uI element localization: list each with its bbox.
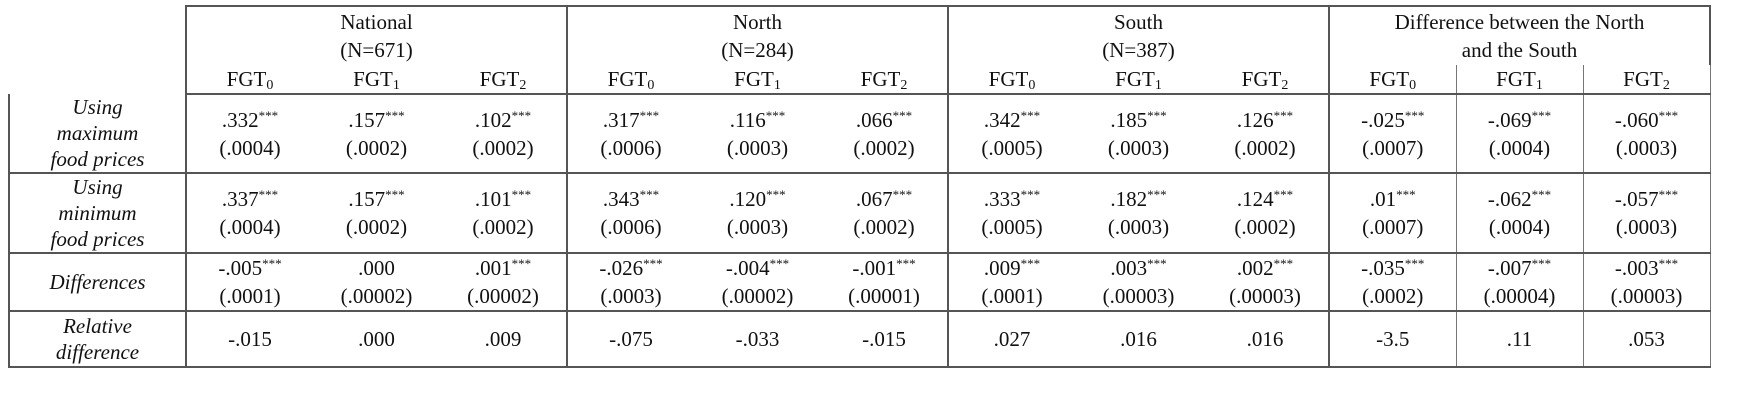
estimate-line — [825, 254, 943, 282]
row-label-line: food prices — [50, 147, 145, 171]
fgt-subscript: 1 — [1154, 78, 1162, 93]
significance-stars: *** — [1396, 187, 1416, 202]
estimate-line — [572, 254, 690, 282]
corner-cell — [9, 65, 186, 94]
standard-error: (.00003) — [1610, 284, 1683, 308]
standard-error: (.00002) — [467, 284, 539, 308]
standard-error: (.0004) — [219, 215, 281, 239]
row-label — [9, 173, 186, 253]
data-cell — [313, 253, 440, 311]
estimate-line — [191, 185, 309, 213]
data-cell — [1583, 173, 1710, 253]
estimate-value: .067 — [855, 187, 893, 211]
row-label-line: food prices — [50, 227, 145, 251]
estimate-value: .001 — [474, 256, 512, 280]
fgt-label: FGT — [1623, 67, 1663, 91]
data-cell — [1583, 94, 1710, 173]
estimate-value: .317 — [602, 107, 640, 132]
data-cell — [821, 94, 948, 173]
data-cell — [1075, 94, 1202, 173]
row-label-line: minimum — [58, 201, 137, 225]
data-cell — [1456, 173, 1583, 253]
significance-stars: *** — [1658, 187, 1679, 202]
data-cell — [1075, 311, 1202, 367]
group-name: National — [340, 10, 413, 34]
standard-error: (.0002) — [345, 135, 408, 160]
estimate-line — [317, 185, 436, 213]
estimate-line — [1588, 106, 1706, 134]
estimate-value: .027 — [993, 327, 1031, 351]
estimate-line — [953, 325, 1071, 353]
estimate-value: -.015 — [228, 327, 272, 351]
group-name: South — [1113, 10, 1163, 34]
fgt-header-2 — [1583, 65, 1710, 94]
standard-error: (.0001) — [981, 284, 1043, 308]
fgt-label: FGT — [860, 67, 901, 91]
significance-stars: *** — [1020, 187, 1041, 202]
standard-error: (.00002) — [340, 284, 413, 308]
estimate-line — [1334, 185, 1452, 213]
significance-stars: *** — [1147, 187, 1167, 202]
significance-stars: *** — [385, 187, 405, 202]
estimate-value: .000 — [358, 256, 395, 280]
standard-error: (.0003) — [1107, 135, 1170, 160]
estimate-line — [317, 254, 436, 282]
significance-stars: *** — [639, 107, 660, 123]
data-cell — [694, 253, 821, 311]
data-cell — [186, 253, 313, 311]
data-cell — [1456, 311, 1583, 367]
estimate-line — [1461, 325, 1579, 353]
data-cell — [313, 94, 440, 173]
estimate-value: .332 — [221, 107, 259, 132]
estimate-line — [1206, 325, 1324, 353]
data-cell — [1329, 173, 1456, 253]
fgt-subscript: 2 — [519, 78, 527, 93]
data-cell — [694, 173, 821, 253]
data-cell — [1329, 94, 1456, 173]
standard-error: (.0002) — [472, 215, 534, 239]
significance-stars: *** — [765, 107, 786, 123]
data-cell — [440, 173, 567, 253]
data-cell — [694, 311, 821, 367]
fgt-label: FGT — [353, 67, 393, 91]
table-row — [9, 94, 1710, 173]
fgt-label: FGT — [1496, 67, 1536, 91]
fgt-label: FGT — [607, 67, 648, 91]
corner-cell — [9, 6, 186, 65]
significance-stars: *** — [639, 187, 660, 202]
fgt-header-0 — [186, 65, 313, 94]
fgt-label: FGT — [1241, 67, 1282, 91]
fgt-subscript: 1 — [1535, 78, 1543, 93]
data-cell — [948, 311, 1075, 367]
estimate-line — [825, 185, 943, 213]
estimate-line — [1588, 254, 1706, 282]
estimate-value: .157 — [348, 187, 386, 211]
data-cell — [1456, 94, 1583, 173]
fgt-subscript: 0 — [1409, 78, 1417, 93]
data-cell — [1583, 253, 1710, 311]
data-cell — [440, 94, 567, 173]
estimate-line — [1079, 185, 1198, 213]
estimate-value: .337 — [221, 187, 259, 211]
group-name: North — [733, 10, 782, 34]
estimate-value: .126 — [1236, 107, 1274, 132]
estimate-line — [1206, 185, 1324, 213]
standard-error: (.00004) — [1483, 284, 1556, 308]
estimate-line — [1079, 106, 1198, 134]
fgt-header-2 — [1202, 65, 1329, 94]
significance-stars: *** — [1531, 107, 1552, 123]
group-header-south — [948, 6, 1329, 65]
estimate-value: .016 — [1246, 327, 1284, 351]
significance-stars: *** — [1020, 256, 1041, 271]
estimate-line — [1334, 106, 1452, 134]
estimate-line — [572, 106, 690, 134]
group-n: (N=671) — [340, 38, 413, 62]
significance-stars: *** — [258, 187, 279, 202]
data-cell — [313, 173, 440, 253]
estimate-line — [191, 106, 309, 134]
estimate-value: -.062 — [1487, 187, 1532, 211]
estimate-value: .102 — [474, 107, 512, 132]
data-cell — [948, 94, 1075, 173]
data-cell — [694, 94, 821, 173]
significance-stars: *** — [1147, 107, 1167, 123]
significance-stars: *** — [511, 187, 532, 202]
significance-stars: *** — [1404, 107, 1425, 123]
data-cell — [1202, 253, 1329, 311]
estimate-line — [698, 185, 817, 213]
data-cell — [186, 173, 313, 253]
standard-error: (.0002) — [1362, 284, 1424, 308]
data-cell — [1202, 173, 1329, 253]
standard-error: (.00002) — [721, 284, 794, 308]
group-header-national — [186, 6, 567, 65]
data-cell — [821, 311, 948, 367]
estimate-value: .182 — [1110, 187, 1148, 211]
row-label-line: difference — [55, 340, 140, 364]
data-cell — [821, 173, 948, 253]
significance-stars: *** — [1658, 256, 1679, 271]
fgt-header-1 — [1456, 65, 1583, 94]
estimate-line — [953, 254, 1071, 282]
significance-stars: *** — [896, 256, 916, 271]
data-cell — [821, 253, 948, 311]
significance-stars: *** — [385, 107, 405, 123]
standard-error: (.0003) — [726, 215, 789, 239]
estimate-value: .116 — [729, 107, 766, 132]
significance-stars: *** — [1273, 256, 1294, 271]
standard-error: (.0002) — [472, 135, 534, 160]
estimate-line — [698, 325, 817, 353]
data-cell — [186, 311, 313, 367]
fgt-header-0 — [1329, 65, 1456, 94]
table-row — [9, 311, 1710, 367]
standard-error: (.0007) — [1362, 215, 1424, 239]
estimate-value: -.005 — [218, 256, 263, 280]
standard-error: (.0005) — [981, 215, 1043, 239]
significance-stars: *** — [1273, 187, 1294, 202]
fgt-subscript: 0 — [1028, 78, 1036, 93]
estimate-line — [444, 106, 562, 134]
row-label — [9, 311, 186, 367]
fgt-label: FGT — [479, 67, 520, 91]
significance-stars: *** — [1531, 256, 1552, 271]
fgt-label: FGT — [226, 67, 267, 91]
standard-error: (.00001) — [848, 284, 920, 308]
estimate-value: .002 — [1236, 256, 1274, 280]
data-cell — [1075, 253, 1202, 311]
estimate-line — [191, 325, 309, 353]
standard-error: (.0003) — [1615, 215, 1678, 239]
significance-stars: *** — [1020, 107, 1041, 123]
estimate-value: -.069 — [1487, 107, 1532, 132]
significance-stars: *** — [258, 107, 279, 123]
estimate-line — [1461, 254, 1579, 282]
table-row — [9, 173, 1710, 253]
estimate-value: -3.5 — [1376, 327, 1410, 351]
fgt-subscript: 2 — [1281, 78, 1289, 93]
estimate-value: -.003 — [1614, 256, 1659, 280]
estimate-line — [1206, 254, 1324, 282]
data-cell — [1202, 94, 1329, 173]
group-name: Difference between the North — [1394, 10, 1645, 34]
estimate-line — [572, 325, 690, 353]
estimate-line — [1079, 325, 1198, 353]
standard-error: (.0004) — [1488, 215, 1551, 239]
fgt-header-2 — [821, 65, 948, 94]
standard-error: (.0003) — [1107, 215, 1170, 239]
fgt-subscript: 1 — [773, 78, 781, 93]
estimate-value: .343 — [602, 187, 640, 211]
estimate-line — [698, 106, 817, 134]
fgt-header-0 — [567, 65, 694, 94]
significance-stars: *** — [1658, 107, 1679, 123]
significance-stars: *** — [511, 107, 532, 123]
estimate-value: -.001 — [852, 256, 897, 280]
data-cell — [1456, 253, 1583, 311]
estimate-value: -.015 — [862, 327, 906, 351]
estimate-line — [444, 325, 562, 353]
standard-error: (.0006) — [600, 135, 662, 160]
data-cell — [567, 173, 694, 253]
data-cell — [948, 253, 1075, 311]
estimate-value: .120 — [729, 187, 767, 211]
estimate-value: -.033 — [735, 327, 780, 351]
group-n: and the South — [1461, 38, 1578, 62]
fgt-label: FGT — [1369, 67, 1410, 91]
standard-error: (.0002) — [345, 215, 408, 239]
group-header-north — [567, 6, 948, 65]
fgt-label: FGT — [734, 67, 774, 91]
estimate-value: -.035 — [1361, 256, 1405, 280]
estimate-value: -.026 — [599, 256, 644, 280]
row-label-line: Using — [72, 95, 123, 119]
estimate-value: .124 — [1236, 187, 1274, 211]
standard-error: (.0003) — [726, 135, 789, 160]
standard-error: (.00003) — [1229, 284, 1301, 308]
data-cell — [313, 311, 440, 367]
estimate-value: -.057 — [1614, 187, 1659, 211]
fgt-header-row — [9, 65, 1710, 94]
standard-error: (.0002) — [1234, 135, 1296, 160]
standard-error: (.0003) — [1615, 135, 1678, 160]
data-cell — [1329, 253, 1456, 311]
estimate-line — [317, 106, 436, 134]
data-cell — [186, 94, 313, 173]
data-cell — [567, 311, 694, 367]
estimate-value: .333 — [983, 187, 1021, 211]
standard-error: (.0002) — [853, 135, 915, 160]
estimate-value: .009 — [983, 256, 1021, 280]
estimate-line — [444, 254, 562, 282]
significance-stars: *** — [892, 187, 913, 202]
standard-error: (.0005) — [981, 135, 1043, 160]
fgt-subscript: 1 — [392, 78, 400, 93]
estimate-value: -.007 — [1487, 256, 1532, 280]
fgt-subscript: 2 — [1662, 78, 1670, 93]
estimate-line — [825, 325, 943, 353]
significance-stars: *** — [511, 256, 532, 271]
estimate-line — [1461, 185, 1579, 213]
estimate-value: -.060 — [1614, 107, 1659, 132]
data-cell — [1583, 311, 1710, 367]
estimate-value: .11 — [1506, 327, 1533, 351]
estimate-line — [444, 185, 562, 213]
data-cell — [1202, 311, 1329, 367]
standard-error: (.0003) — [600, 284, 662, 308]
data-cell — [1075, 173, 1202, 253]
estimate-value: .066 — [855, 107, 893, 132]
results-table — [8, 5, 1711, 368]
table-row — [9, 253, 1710, 311]
fgt-header-0 — [948, 65, 1075, 94]
row-label-line: Differences — [49, 270, 146, 294]
standard-error: (.0004) — [1488, 135, 1551, 160]
estimate-value: .185 — [1110, 107, 1148, 132]
significance-stars: *** — [1404, 256, 1425, 271]
estimate-value: .053 — [1628, 327, 1665, 351]
estimate-value: -.075 — [609, 327, 653, 351]
fgt-header-1 — [694, 65, 821, 94]
estimate-line — [1206, 106, 1324, 134]
significance-stars: *** — [1147, 256, 1167, 271]
estimate-value: .342 — [983, 107, 1021, 132]
estimate-line — [953, 185, 1071, 213]
estimate-line — [825, 106, 943, 134]
estimate-line — [1334, 325, 1452, 353]
data-cell — [948, 173, 1075, 253]
estimate-value: .003 — [1110, 256, 1148, 280]
estimate-value: .016 — [1120, 327, 1157, 351]
estimate-value: .01 — [1369, 187, 1397, 211]
fgt-subscript: 2 — [900, 78, 908, 93]
standard-error: (.0002) — [853, 215, 915, 239]
fgt-subscript: 0 — [266, 78, 274, 93]
group-n: (N=284) — [721, 38, 794, 62]
estimate-line — [1461, 106, 1579, 134]
fgt-label: FGT — [1115, 67, 1155, 91]
group-header-difference — [1329, 6, 1710, 65]
estimate-value: .000 — [358, 327, 395, 351]
estimate-value: -.025 — [1361, 107, 1405, 132]
row-label-line: Relative — [63, 314, 132, 338]
significance-stars: *** — [643, 256, 663, 271]
estimate-line — [1588, 185, 1706, 213]
significance-stars: *** — [766, 187, 786, 202]
estimate-line — [1334, 254, 1452, 282]
data-cell — [440, 253, 567, 311]
estimate-line — [698, 254, 817, 282]
data-cell — [567, 94, 694, 173]
standard-error: (.00003) — [1102, 284, 1175, 308]
fgt-subscript: 0 — [647, 78, 655, 93]
group-n: (N=387) — [1102, 38, 1175, 62]
row-label-line: maximum — [56, 121, 139, 145]
estimate-line — [1588, 325, 1706, 353]
standard-error: (.0004) — [219, 135, 281, 160]
fgt-header-1 — [1075, 65, 1202, 94]
significance-stars: *** — [1273, 107, 1294, 123]
significance-stars: *** — [262, 256, 282, 271]
fgt-label: FGT — [988, 67, 1029, 91]
row-label — [9, 94, 186, 173]
estimate-value: .157 — [348, 107, 386, 132]
significance-stars: *** — [769, 256, 790, 271]
row-label-line: Using — [72, 175, 123, 199]
estimate-line — [191, 254, 309, 282]
data-cell — [440, 311, 567, 367]
estimate-line — [317, 325, 436, 353]
estimate-line — [953, 106, 1071, 134]
standard-error: (.0006) — [600, 215, 662, 239]
standard-error: (.0001) — [219, 284, 281, 308]
estimate-value: -.004 — [725, 256, 770, 280]
standard-error: (.0002) — [1234, 215, 1296, 239]
standard-error: (.0007) — [1362, 135, 1424, 160]
estimate-line — [572, 185, 690, 213]
significance-stars: *** — [892, 107, 913, 123]
estimate-value: .101 — [474, 187, 512, 211]
group-header-row — [9, 6, 1710, 65]
fgt-header-2 — [440, 65, 567, 94]
row-label — [9, 253, 186, 311]
data-cell — [567, 253, 694, 311]
fgt-header-1 — [313, 65, 440, 94]
estimate-value: .009 — [484, 327, 522, 351]
data-cell — [1329, 311, 1456, 367]
estimate-line — [1079, 254, 1198, 282]
significance-stars: *** — [1531, 187, 1552, 202]
